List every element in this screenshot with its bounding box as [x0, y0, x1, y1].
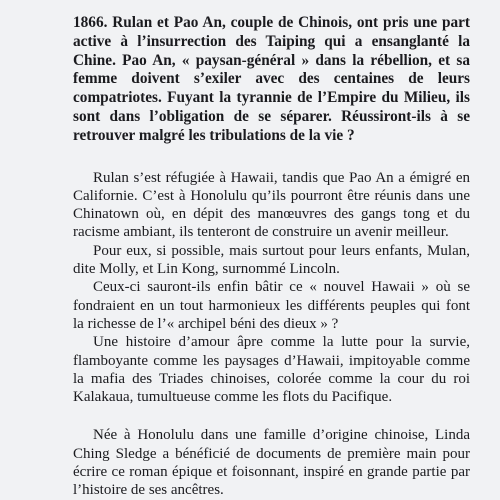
blurb-paragraph-4: Une histoire d’amour âpre comme la lutte pour la survie, flamboyante comme les paysages d’Hawaii, impitoyable comme la mafia des Triades chinoises, colorée comme la cour du roi Kalakaua, tumultueuse comme les flots du Pacifique. — [73, 334, 470, 406]
author-note: Née à Honolulu dans une famille d’origine chinoise, Linda Ching Sledge a bénéficié de documents de première main pour écrire ce roman épique et foisonnant, inspiré en grande partie par l’histoire de ses ancêtres. — [73, 427, 470, 499]
blurb-paragraph-2: Pour eux, si possible, mais surtout pour leurs enfants, Mulan, dite Molly, et Lin Kong, surnommé Lincoln. — [73, 242, 470, 278]
blurb-paragraph-1: Rulan s’est réfugiée à Hawaii, tandis que Pao An a émigré en Californie. C’est à Honolulu qu’ils pourront être réunis dans une Chinatown où, en dépit des manœuvres des gangs tong et du racisme ambiant, ils tenteront de construire un avenir meilleur. — [73, 169, 470, 241]
synopsis-lead: 1866. Rulan et Pao An, couple de Chinois, ont pris une part active à l’insurrection des Taiping qui a ensanglanté la Chine. Pao An, « paysan-général » dans la rébellion, et sa femme doivent s’exiler avec des centaines de leurs compatriotes. Fuyant la tyrannie de l’Empire du Milieu, ils sont dans l’obligation de se séparer. Réussiront-ils à se retrouver malgré les tribulations de la vie ? — [73, 14, 470, 144]
blurb-paragraph-3: Ceux-ci sauront-ils enfin bâtir ce « nouvel Hawaii » où se fondraient en un tout harmonieux les différents peuples qui font la richesse de l’« archipel béni des dieux » ? — [73, 279, 470, 332]
blurb-body — [73, 169, 470, 500]
